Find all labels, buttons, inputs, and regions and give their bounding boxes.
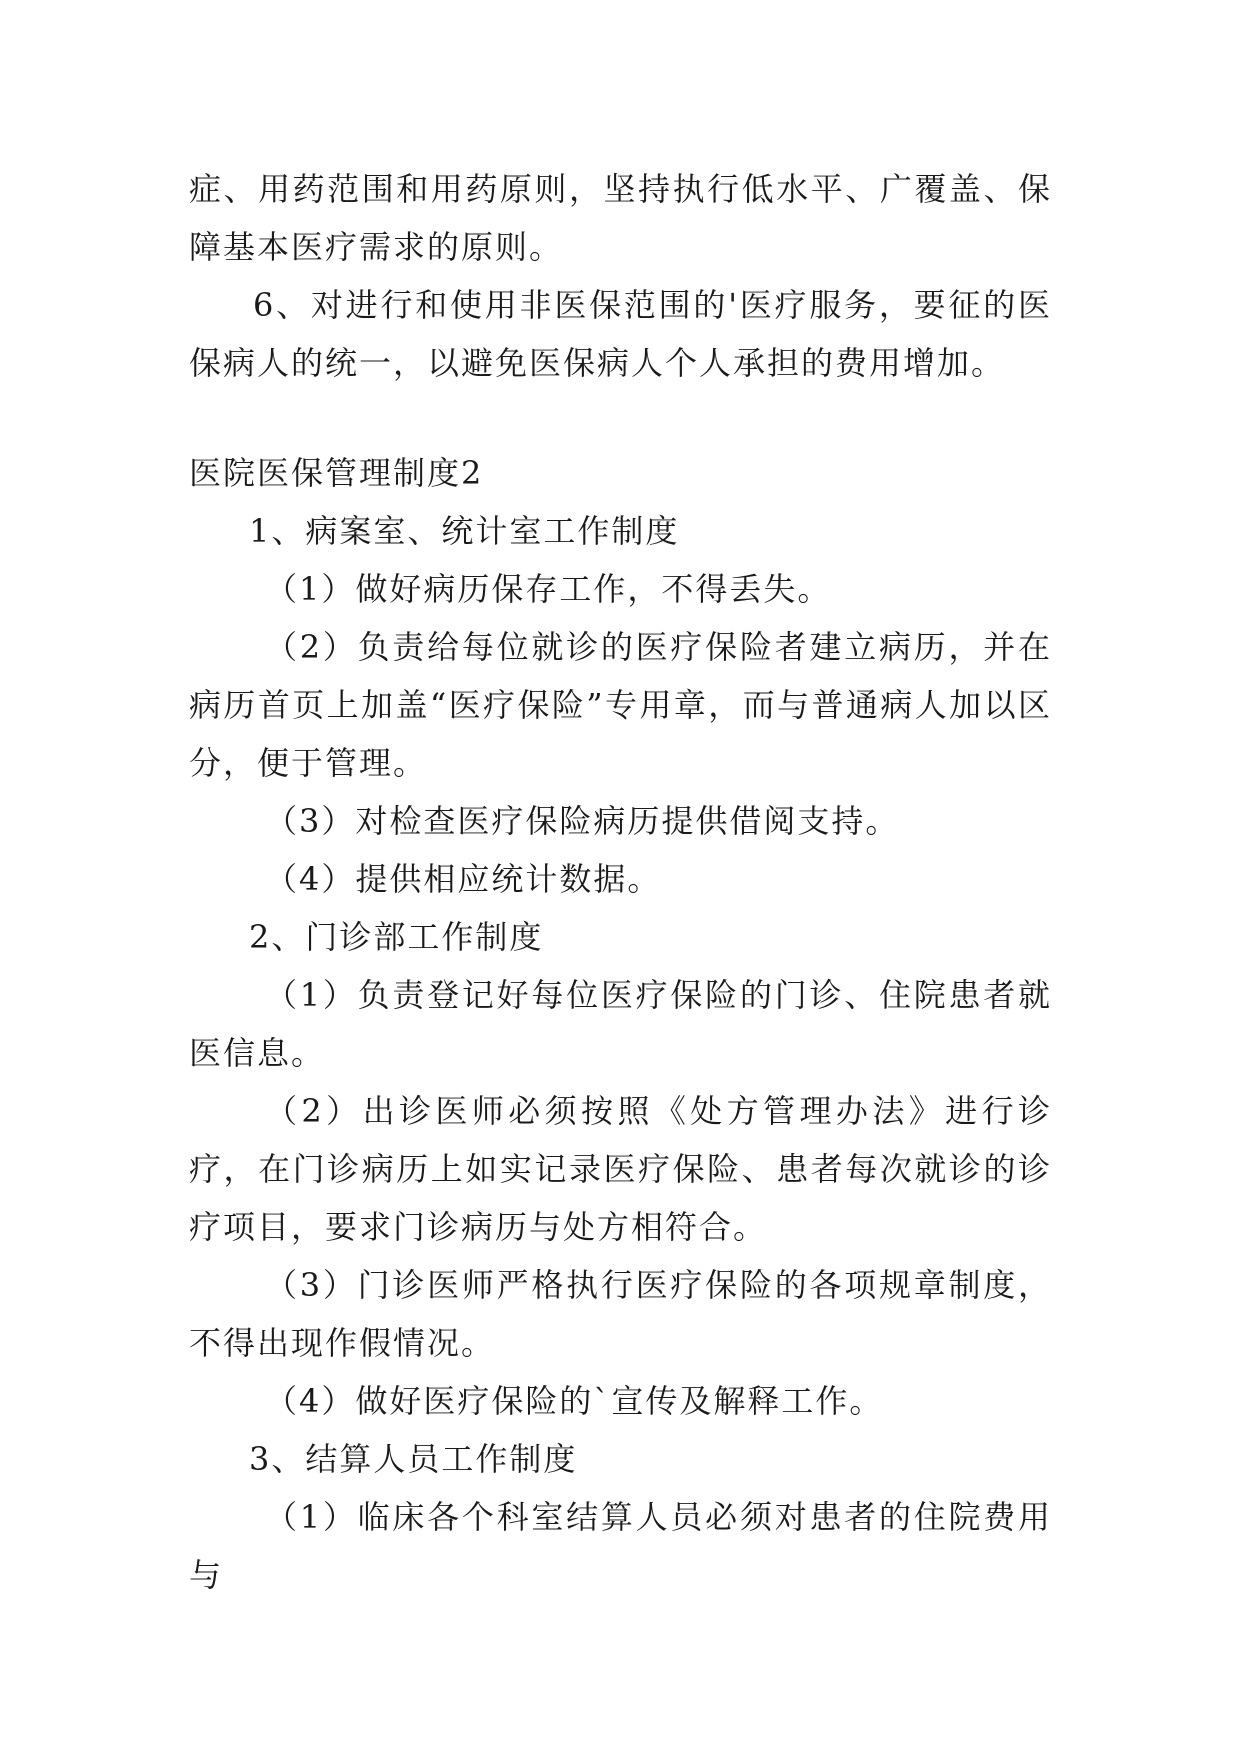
paragraph-continuation: 症、用药范围和用药原则，坚持执行低水平、广覆盖、保障基本医疗需求的原则。 (189, 170, 1052, 266)
paragraph-item-6: 6、对进行和使用非医保范围的'医疗服务，要征的医保病人的统一，以避免医保病人个人承担的费用增加。 (189, 286, 1052, 382)
paragraph-1-1: （1）做好病历保存工作，不得丢失。 (265, 570, 832, 608)
document-body (189, 160, 1052, 1604)
section-spacer (189, 392, 1052, 444)
subsection-heading-2: 2、门诊部工作制度 (249, 918, 544, 956)
paragraph-2-4: （4）做好医疗保险的`宣传及解释工作。 (265, 1382, 884, 1420)
paragraph-3-1: （1）临床各个科室结算人员必须对患者的住院费用与 (189, 1498, 1052, 1594)
paragraph-1-2: （2）负责给每位就诊的医疗保险者建立病历，并在病历首页上加盖“医疗保险”专用章，而与普通病人加以区分，便于管理。 (189, 628, 1052, 782)
subsection-heading-1: 1、病案室、统计室工作制度 (249, 512, 680, 550)
paragraph-2-2: （2）出诊医师必须按照《处方管理办法》进行诊疗，在门诊病历上如实记录医疗保险、患者每次就诊的诊疗项目，要求门诊病历与处方相符合。 (189, 1092, 1052, 1246)
paragraph-2-1: （1）负责登记好每位医疗保险的门诊、住院患者就医信息。 (189, 976, 1052, 1072)
section-title: 医院医保管理制度2 (189, 454, 484, 492)
paragraph-2-3: （3）门诊医师严格执行医疗保险的各项规章制度，不得出现作假情况。 (189, 1266, 1052, 1362)
subsection-heading-3: 3、结算人员工作制度 (249, 1440, 578, 1478)
paragraph-1-4: （4）提供相应统计数据。 (265, 860, 662, 898)
paragraph-1-3: （3）对检查医疗保险病历提供借阅支持。 (265, 802, 900, 840)
